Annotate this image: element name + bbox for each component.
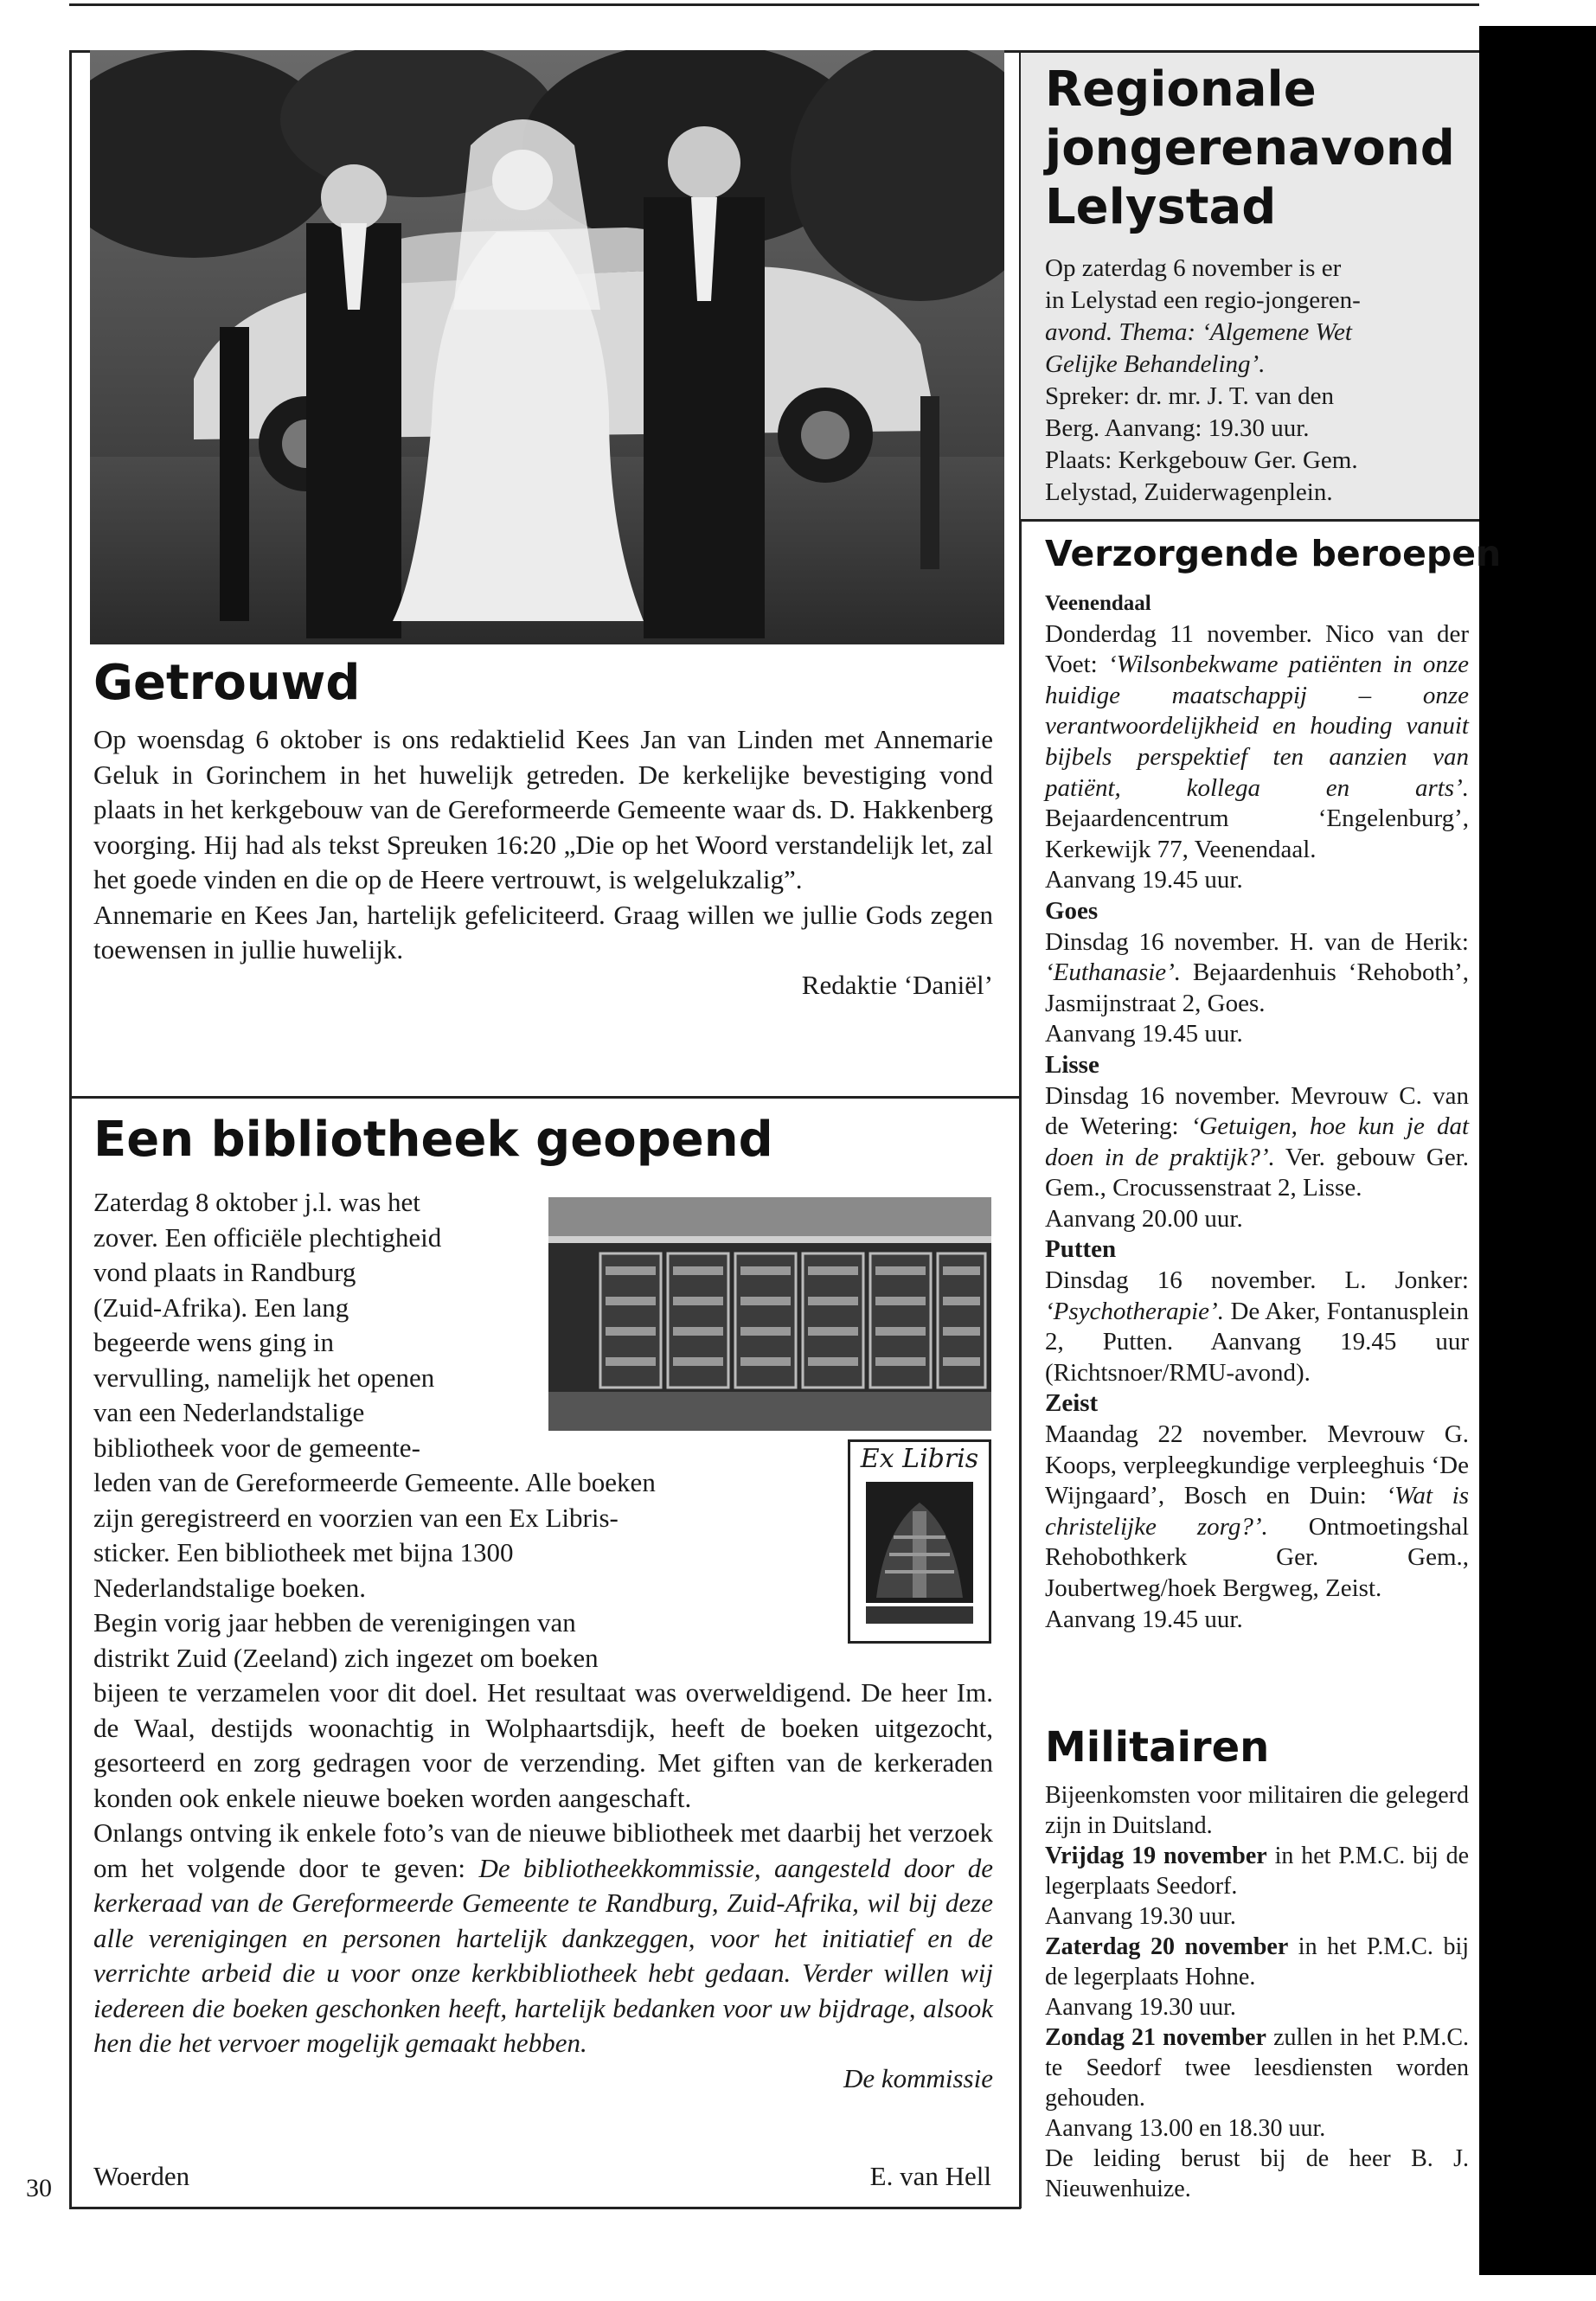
library-line: Nederlandstalige boeken. [93,1572,367,1603]
ex-libris-sticker [848,1439,991,1644]
care-text: Dinsdag 16 november. H. van de Herik: [1045,927,1469,956]
library-body-rest: bijeen te verzamelen voor dit doel. Het resultaat was overweldigend. De heer Im. de Waal, destijds woonachtig in Wolphaartsdijk, heeft de boeken uitgezocht, gesorteerd en zorg gedragen voor de verzending. Met giften van de kerkeraden konden ook enkele nieuwe boeken worden aangeschaft. [93,1677,993,1813]
library-request [93,1816,993,2061]
care-topic: ‘Psychotherapie’. [1045,1297,1224,1325]
youth-line: Op zaterdag 6 november is er [1045,254,1342,282]
left-bottom-line [69,2207,1021,2209]
library-intro-line: vond plaats in Randburg [93,1257,356,1287]
care-details: Bejaardencentrum ‘Engelenburg’, Kerkewijk 77, Veenendaal. [1045,804,1469,863]
youth-text [1045,253,1469,509]
care-topic: ‘Wilsonbekwame patiënten in onze huidige maatschappij – onze verantwoordelijkheid en houding vanuit bijbels perspektief ten aanzien van patiënt, kollega en arts’. [1045,651,1469,802]
military-item [1045,1841,1469,1932]
care-list [1045,588,1469,1635]
youth-line: Berg. Aanvang: 19.30 uur. [1045,414,1310,442]
top-rule [69,3,1479,6]
library-intro-line: zover. Een officiële plechtigheid [93,1221,442,1253]
wedding-paragraph-2: Annemarie en Kees Jan, hartelijk gefeliciteerd. Graag willen we jullie Gods zegen toewensen in jullie huwelijk. [93,899,993,965]
military-title: Militairen [1045,1723,1270,1772]
ex-libris-label: Ex Libris [860,1444,979,1474]
page-edge-black [1479,26,1596,2275]
military-time: Aanvang 13.00 en 18.30 uur. [1045,2115,1326,2142]
care-entry [1045,588,1469,896]
library-body [93,1676,993,2096]
youth-line: Plaats: Kerkgebouw Ger. Gem. [1045,446,1358,474]
military-item-text: zullen in het P.M.C. te Seedorf twee leesdiensten worden gehouden. [1045,2024,1469,2112]
care-time: Aanvang 19.45 uur. [1045,866,1243,894]
care-entry [1045,896,1469,1050]
care-details: Ver. gebouw Ger. Gem., Crocussenstraat 2, Lisse. [1045,1143,1469,1202]
military-time: Aanvang 19.30 uur. [1045,1903,1236,1930]
library-intro [93,1185,543,1465]
military-item-text: in het P.M.C. bij de legerplaats Hohne. [1045,1933,1469,1990]
military-item [1045,2022,1469,2144]
military-time: Aanvang 19.30 uur. [1045,1994,1236,2021]
library-intro-line: bibliotheek voor de gemeente- [93,1432,420,1463]
care-text: Donderdag 11 november. Nico van der Voet: [1045,619,1469,679]
library-line: Begin vorig jaar hebben de verenigingen van [93,1607,576,1638]
care-details: De Aker, Fontanusplein 2, Putten. Aanvang 19.45 uur (Richtsnoer/RMU-avond). [1045,1297,1469,1387]
wedding-paragraph-1: Op woensdag 6 oktober is ons redaktielid Kees Jan van Linden met Annemarie Geluk in Gorinchem in het huwelijk getreden. De kerkelijke bevestiging vond plaats in het kerkgebouw van de Gereformeerde Gemeente waar ds. D. Hakkenberg voorging. Hij had als tekst Spreuken 16:20 „Die op het Woord verstandelijk let, zal het goede vinden en die op de Heere vertrouwt, is welgelukzalig”. [93,724,993,894]
care-text: Dinsdag 16 november. L. Jonker: [1045,1266,1469,1295]
youth-title-line: Regionale [1045,61,1317,118]
wedding-title: Getrouwd [93,655,361,711]
library-intro-line: vervulling, namelijk het openen [93,1362,435,1393]
military-item [1045,1932,1469,2022]
library-quote: De bibliotheekkommissie, aangesteld door de kerkeraad van de Gereformeerde Gemeente te Randburg, Zuid-Afrika, wil bij deze alle verenigingen en personen hartelijk dankzeggen, voor het initiatief en de verrichte arbeid die u voor onze kerkbibliotheek hebt gedaan. Verder willen wij iedereen die boeken geschonken heeft, hartelijk bedanken voor uw bijdrage, alsook hen die het vervoer mogelijk gemaakt hebben. [93,1852,993,2058]
library-line: distrikt Zuid (Zeeland) zich ingezet om boeken [93,1642,599,1673]
library-footer-author: E. van Hell [869,2161,991,2191]
care-details: Bejaardenhuis ‘Rehoboth’, Jasmijnstraat 2, Goes. [1045,958,1469,1017]
care-topic: ‘Euthanasie’. [1045,958,1182,987]
youth-title-line: Lelystad [1045,179,1277,235]
youth-line: avond. Thema: ‘Algemene Wet [1045,318,1352,346]
library-line: leden van de Gereformeerde Gemeente. Alle boeken [93,1467,656,1497]
library-intro-line: van een Nederlandstalige [93,1397,365,1427]
military-day: Zaterdag 20 november [1045,1933,1289,1960]
care-entry [1045,1050,1469,1235]
care-entry [1045,1388,1469,1635]
library-intro-line: Zaterdag 8 oktober j.l. was het [93,1187,420,1217]
library-photo-illustration [548,1197,991,1431]
care-place: Veenendaal [1045,592,1151,615]
library-quote-signature: De kommissie [843,2062,993,2093]
military-day: Vrijdag 19 november [1045,1843,1267,1869]
care-text: Maandag 22 november. Mevrouw G. Koops, verpleegkundige verpleeghuis ‘De Wijngaard’, Bosch en Duin: [1045,1420,1469,1510]
care-place: Zeist [1045,1389,1099,1418]
care-time: Aanvang 19.45 uur. [1045,1020,1243,1048]
youth-title [1045,61,1455,237]
library-line: sticker. Een bibliotheek met bijna 1300 [93,1537,514,1567]
youth-line: Gelijke Behandeling’. [1045,350,1266,378]
library-line: zijn geregistreerd en voorzien van een Ex Libris- [93,1502,619,1533]
care-place: Putten [1045,1235,1117,1264]
care-time: Aanvang 19.45 uur. [1045,1605,1243,1633]
care-topic: ‘Getuigen, hoe kun je dat doen in de praktijk?’. [1045,1112,1470,1171]
library-intro-line: (Zuid-Afrika). Een lang [93,1292,349,1323]
care-details: Ontmoetingshal Rehobothkerk Ger. Gem., Joubertweg/hoek Bergweg, Zeist. [1045,1512,1470,1602]
care-text: Dinsdag 16 november. Mevrouw C. van de Wetering: [1045,1081,1469,1141]
page-number: 30 [26,2174,52,2202]
library-intro-line: begeerde wens ging in [93,1327,335,1357]
wedding-photo-illustration [90,50,1004,644]
wedding-signature: Redaktie ‘Daniël’ [801,969,993,1000]
care-place: Lisse [1045,1050,1099,1079]
library-title: Een bibliotheek geopend [93,1112,773,1168]
left-frame-line [69,50,72,2208]
library-request-text: Onlangs ontving ik enkele foto’s van de nieuwe bibliotheek met daarbij het verzoek om het volgende door te geven: [93,1817,993,1883]
care-topic: ‘Wat is christelijke zorg?’. [1045,1482,1470,1541]
military-intro: Bijeenkomsten voor militairen die gelegerd zijn in Duitsland. [1045,1782,1469,1839]
wedding-photo [90,50,1004,644]
care-entry [1045,1234,1469,1388]
library-photo [548,1197,991,1431]
wedding-text [93,722,993,1003]
library-footer-place: Woerden [93,2161,190,2191]
military-item-text: in het P.M.C. bij de legerplaats Seedorf. [1045,1843,1470,1900]
youth-line: Lelystad, Zuiderwagenplein. [1045,478,1333,506]
youth-line: in Lelystad een regio-jongeren- [1045,286,1361,314]
care-time: Aanvang 20.00 uur. [1045,1204,1243,1233]
care-title: Verzorgende beroepen [1045,533,1502,574]
ex-libris-image [850,1477,989,1632]
section-divider-line [69,1096,1021,1099]
military-day: Zondag 21 november [1045,2024,1266,2051]
care-place: Goes [1045,896,1099,925]
youth-line: Spreker: dr. mr. J. T. van den [1045,382,1334,410]
military-closing: De leiding berust bij de heer B. J. Nieuwenhuize. [1045,2145,1469,2202]
youth-title-line: jongerenavond [1045,120,1455,176]
military-text [1045,1780,1469,2204]
library-sticker-text [93,1465,837,1676]
